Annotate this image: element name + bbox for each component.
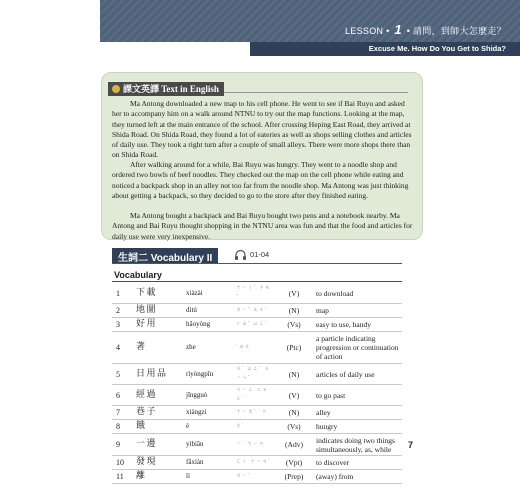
row-pos: (N) [274,406,314,420]
text-in-english-box [101,72,423,240]
row-hanzi: 離 [134,470,184,484]
row-zhuyin: ㄜˋ [234,420,274,434]
row-pos: (Vpt) [274,456,314,470]
row-hanzi: 地圖 [134,304,184,318]
row-zhuyin: ㄈㄚ ㄒㄧㄢˋ [234,456,274,470]
row-pinyin: jīngguò [184,385,234,406]
row-english: easy to use, handy [314,318,402,332]
row-hanzi: 餓 [134,420,184,434]
row-pinyin: xiàzài [184,283,234,304]
row-zhuyin: ˙ㄓㄜ [234,332,274,364]
row-hanzi: 一邊 [134,434,184,456]
table-row [112,332,402,364]
row-zhuyin: ㄌㄧˊ [234,470,274,484]
lesson-title-zh: • 請問，到師大怎麼走？ [406,26,506,36]
row-hanzi: 好用 [134,318,184,332]
lesson-title-en: Excuse Me. How Do You Get to Shida? [368,44,506,53]
row-number: 2 [112,304,134,318]
row-pinyin: dìtú [184,304,234,318]
table-row [112,364,402,385]
row-zhuyin: ㄏㄠˇ ㄩㄥˋ [234,318,274,332]
row-pos: (N) [274,364,314,385]
table-row [112,420,402,434]
row-pinyin: è [184,420,234,434]
row-pos: (Prep) [274,470,314,484]
vocab-title-bar [112,248,402,264]
row-zhuyin: ㄐㄧㄥ ㄍㄨㄛˋ [234,385,274,406]
table-row [112,406,402,420]
row-number: 1 [112,283,134,304]
row-english: to download [314,283,402,304]
bullet-icon [112,85,120,93]
row-pos: (V) [274,385,314,406]
paragraph-3: Ma Antong bought a backpack and Bai Ruyu bought two pens and a notebook nearby. Ma Antong and Bai Ruyu thought shopping in the NTNU area was fun and that the food and articles for daily use were very inexpensive. [112,211,413,241]
row-hanzi: 巷子 [134,406,184,420]
table-row [112,434,402,456]
row-hanzi: 發現 [134,456,184,470]
row-pinyin: hǎoyòng [184,318,234,332]
row-hanzi: 經過 [134,385,184,406]
row-pos: (Vs) [274,318,314,332]
row-english: indicates doing two things simultaneously, as, while [314,434,402,456]
page-number: 7 [408,440,414,450]
headphones-icon[interactable] [234,249,247,261]
row-pinyin: xiàngzi [184,406,234,420]
lesson-prefix: LESSON • [345,26,390,36]
lesson-subtitle-bar [250,42,520,56]
row-number: 4 [112,332,134,364]
table-row [112,318,402,332]
row-zhuyin: ㄧˋ ㄅㄧㄢ [234,434,274,456]
text-section-heading [108,79,408,93]
row-pinyin: rìyòngpǐn [184,364,234,385]
row-number: 11 [112,470,134,484]
row-zhuyin: ㄖˋ ㄩㄥˋ ㄆㄧㄣˇ [234,364,274,385]
row-number: 9 [112,434,134,456]
row-pos: (V) [274,283,314,304]
table-row [112,283,402,304]
row-hanzi: 下載 [134,283,184,304]
vocab-subheading: Vocabulary [114,270,162,280]
row-english: (away) from [314,470,402,484]
row-zhuyin: ㄒㄧㄚˋ ㄗㄞˇ [234,283,274,304]
vocab-title: 生詞二 Vocabulary II [112,248,218,263]
row-pinyin: lí [184,470,234,484]
row-pos: (N) [274,304,314,318]
row-number: 3 [112,318,134,332]
row-hanzi: 著 [134,332,184,364]
row-english: hungry [314,420,402,434]
audio-track-number: 01-04 [250,250,270,259]
row-english: alley [314,406,402,420]
row-number: 5 [112,364,134,385]
row-number: 6 [112,385,134,406]
vocab-table [112,283,402,484]
row-english: a particle indicating progression or continuation of action [314,332,402,364]
row-english: map [314,304,402,318]
table-row [112,470,402,484]
row-pinyin: fāxiàn [184,456,234,470]
row-pos: (Adv) [274,434,314,456]
row-hanzi: 日用品 [134,364,184,385]
row-zhuyin: ㄒㄧㄤˋ ˙ㄗ [234,406,274,420]
row-zhuyin: ㄉㄧˋ ㄊㄨˊ [234,304,274,318]
vocab-divider [112,281,402,282]
row-pos: (Vs) [274,420,314,434]
row-number: 8 [112,420,134,434]
paragraph-1: Ma Antong downloaded a new map to his cell phone. He went to see if Bai Ruyu and asked her to accompany him on a walk around NTNU to try out the map functions. Looking at the map, they turned left at the main entrance of the school. After crossing Heping East Road, they arrived at Shida Road. On Shida Road, they found a lot of eateries as well as shops selling clothes and articles of daily use. They took a right turn after a couple of small alleys. There were more shops there than on Shida Road. [112,99,412,160]
table-row [112,456,402,470]
row-english: to discover [314,456,402,470]
row-english: to go past [314,385,402,406]
lesson-label [345,22,506,37]
lesson-header [100,20,520,42]
row-pos: (Ptc) [274,332,314,364]
paragraph-2: After walking around for a while, Bai Ruyu was hungry. They went to a noodle shop and ordered two bowls of beef noodles. They checked out the map on the cell phone while eating and noticed a backpack shop in an alley not too far from the noodle shop. Ma Antong was just thinking about getting a backpack, so they decided to go to the store after they finished eating. [112,160,409,200]
text-heading-chip [108,82,224,96]
row-number: 7 [112,406,134,420]
table-row [112,304,402,318]
row-number: 10 [112,456,134,470]
table-row [112,385,402,406]
row-pinyin: yìbiān [184,434,234,456]
row-pinyin: zhe [184,332,234,364]
row-english: articles of daily use [314,364,402,385]
lesson-number: 1 [394,22,402,37]
text-heading-label: 課文英譯 Text in English [123,84,219,94]
